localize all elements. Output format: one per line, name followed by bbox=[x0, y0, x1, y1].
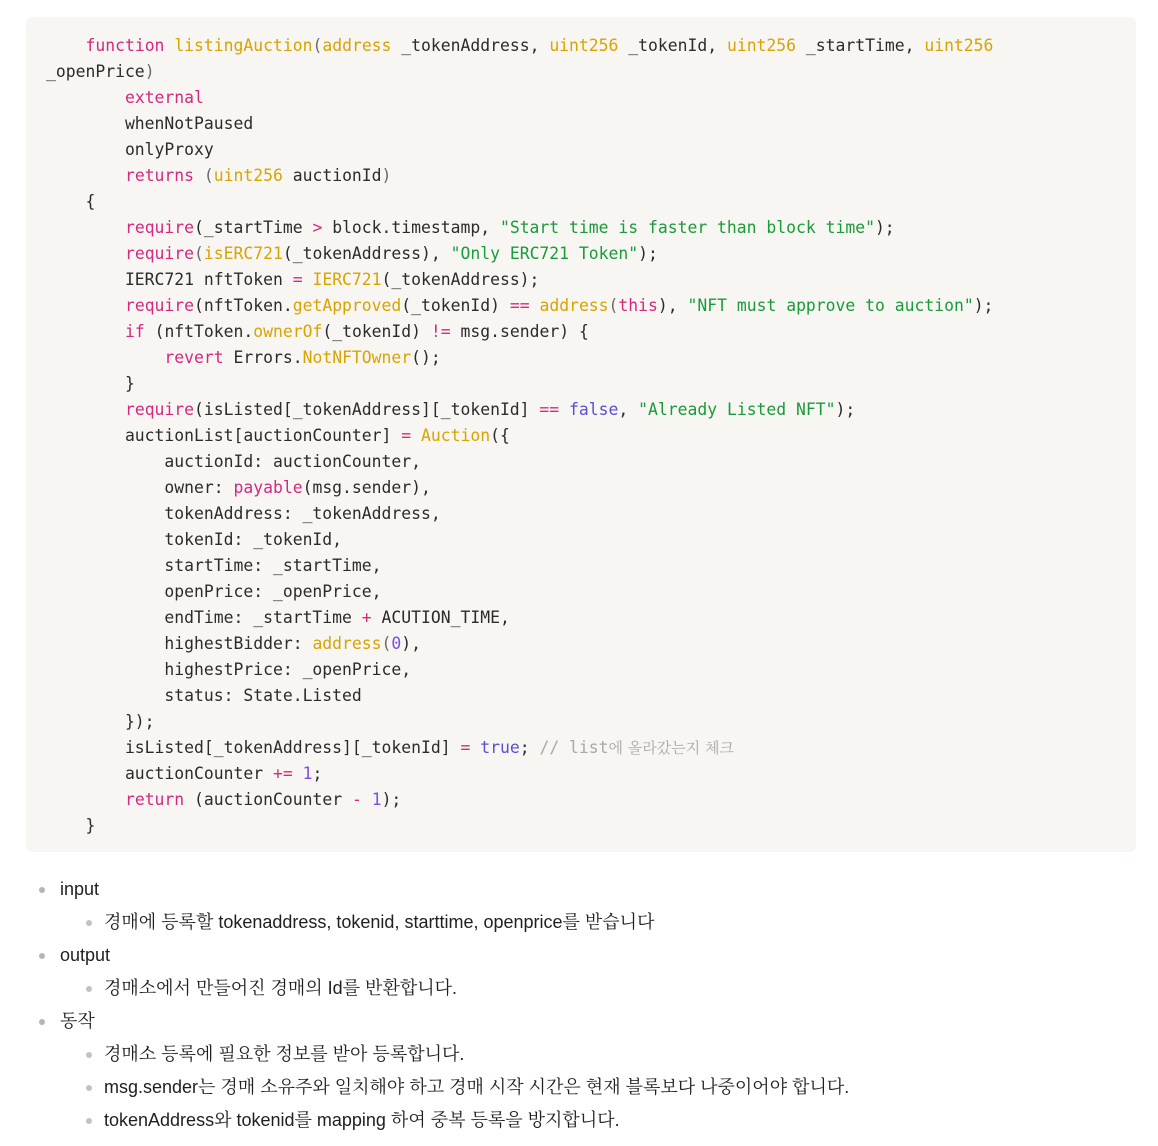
code-token: ) bbox=[144, 62, 155, 81]
code-token bbox=[46, 36, 85, 55]
code-token: == bbox=[509, 296, 530, 315]
code-token bbox=[470, 738, 480, 757]
list-item-text: 경매에 등록할 tokenaddress, tokenid, starttime, openprice를 받습니다 bbox=[104, 912, 655, 932]
bullet-icon bbox=[86, 986, 92, 992]
code-token: auctionId bbox=[282, 166, 382, 185]
list-item-action bbox=[36, 1004, 1136, 1137]
code-token: returns bbox=[124, 166, 195, 185]
list-item bbox=[60, 1038, 1136, 1071]
code-line bbox=[46, 423, 1116, 449]
code-line bbox=[46, 553, 1116, 579]
code-token: external bbox=[124, 88, 204, 107]
code-line bbox=[46, 345, 1116, 371]
code-token: highestBidder: bbox=[46, 634, 313, 653]
code-line bbox=[46, 657, 1116, 683]
list-item-text: msg.sender는 경매 소유주와 일치해야 하고 경매 시작 시간은 현재 블록보다 나중이어야 합니다. bbox=[104, 1077, 850, 1097]
code-token: ) bbox=[381, 166, 392, 185]
bullet-icon bbox=[86, 1052, 92, 1058]
code-line bbox=[46, 761, 1116, 787]
code-token bbox=[303, 270, 313, 289]
code-token: endTime: _startTime bbox=[46, 608, 362, 627]
code-line bbox=[46, 215, 1116, 241]
code-token: auctionList[auctionCounter] bbox=[46, 426, 402, 445]
code-line bbox=[46, 683, 1116, 709]
code-token: true bbox=[480, 738, 520, 757]
code-token: if bbox=[124, 322, 145, 341]
list-item bbox=[60, 906, 1136, 938]
code-token bbox=[46, 244, 125, 263]
code-line bbox=[46, 319, 1116, 345]
list-item bbox=[60, 1071, 1136, 1104]
code-token bbox=[46, 322, 125, 341]
code-token: (nftToken. bbox=[144, 322, 254, 341]
code-token: (_tokenId) bbox=[401, 296, 510, 315]
code-token: ), bbox=[401, 634, 422, 653]
code-token bbox=[46, 218, 125, 237]
list-item-text: tokenAddress와 tokenid를 mapping 하여 중복 등록을 방지합니다. bbox=[104, 1110, 620, 1130]
code-token bbox=[530, 296, 540, 315]
code-line bbox=[46, 501, 1116, 527]
code-token: uint256 bbox=[213, 166, 283, 185]
code-token: function bbox=[85, 36, 165, 55]
code-token: = bbox=[292, 270, 303, 289]
list-heading-input: input bbox=[60, 879, 100, 899]
code-token: (_tokenAddress); bbox=[381, 270, 540, 289]
code-line bbox=[46, 397, 1116, 423]
code-token: ); bbox=[638, 244, 658, 263]
code-token: // list bbox=[539, 738, 609, 757]
code-token: "NFT must approve to auction" bbox=[687, 296, 974, 315]
code-line bbox=[46, 371, 1116, 397]
code-token: address bbox=[312, 634, 382, 653]
code-token: openPrice: _openPrice, bbox=[46, 582, 382, 601]
code-token: (_tokenId) bbox=[322, 322, 431, 341]
code-token: require bbox=[124, 218, 195, 237]
code-token bbox=[46, 790, 125, 809]
bullet-icon bbox=[39, 953, 45, 959]
code-line bbox=[46, 709, 1116, 735]
code-token: + bbox=[361, 608, 372, 627]
code-token: - bbox=[351, 790, 362, 809]
code-token bbox=[362, 790, 372, 809]
code-token: Errors. bbox=[223, 348, 303, 367]
code-token: 0 bbox=[391, 634, 402, 653]
code-token: onlyProxy bbox=[46, 140, 214, 159]
code-token: "Already Listed NFT" bbox=[638, 400, 836, 419]
code-token: = bbox=[401, 426, 412, 445]
code-line bbox=[46, 527, 1116, 553]
code-token: tokenId: _tokenId, bbox=[46, 530, 343, 549]
code-token: 1 bbox=[302, 764, 313, 783]
code-token: (isListed[_tokenAddress][_tokenId] bbox=[194, 400, 540, 419]
bullet-icon bbox=[86, 1118, 92, 1124]
code-token: "Start time is faster than block time" bbox=[499, 218, 875, 237]
code-token: require bbox=[124, 244, 195, 263]
code-line bbox=[46, 605, 1116, 631]
code-token: == bbox=[539, 400, 560, 419]
code-token: status: State.Listed bbox=[46, 686, 362, 705]
code-token: { bbox=[46, 192, 96, 211]
code-token: 에 올라갔는지 체크 bbox=[608, 739, 734, 757]
bullet-icon bbox=[39, 1019, 45, 1025]
code-token: highestPrice: _openPrice, bbox=[46, 660, 412, 679]
code-line bbox=[46, 579, 1116, 605]
code-token: } bbox=[46, 816, 96, 835]
code-token: (_tokenAddress), bbox=[282, 244, 451, 263]
code-token: msg.sender) { bbox=[450, 322, 589, 341]
code-token: (auctionCounter bbox=[184, 790, 352, 809]
code-listing bbox=[46, 33, 1116, 839]
code-token: 1 bbox=[371, 790, 382, 809]
code-token: whenNotPaused bbox=[46, 114, 254, 133]
code-token: ); bbox=[835, 400, 856, 419]
code-token: ( bbox=[194, 166, 214, 185]
list-item-text: 경매소에서 만들어진 경매의 Id를 반환합니다. bbox=[104, 978, 457, 998]
code-token: isListed[_tokenAddress][_tokenId] bbox=[46, 738, 461, 757]
list-heading-output: output bbox=[60, 945, 111, 965]
code-token: false bbox=[569, 400, 619, 419]
code-token: ({ bbox=[490, 426, 510, 445]
code-token: (_startTime bbox=[194, 218, 313, 237]
code-token: _openPrice bbox=[46, 62, 145, 81]
code-token: listingAuction bbox=[174, 36, 313, 55]
code-line bbox=[46, 813, 1116, 839]
code-token: IERC721 bbox=[312, 270, 382, 289]
code-token: _tokenAddress, bbox=[391, 36, 550, 55]
code-line bbox=[46, 137, 1116, 163]
code-line bbox=[46, 293, 1116, 319]
code-token bbox=[46, 348, 164, 367]
code-line bbox=[46, 787, 1116, 813]
code-token: address bbox=[322, 36, 392, 55]
code-token: (); bbox=[411, 348, 441, 367]
code-token: owner: bbox=[46, 478, 234, 497]
code-token: revert bbox=[164, 348, 224, 367]
list-item-text: 경매소 등록에 필요한 정보를 받아 등록합니다. bbox=[104, 1044, 465, 1064]
bullet-icon bbox=[86, 920, 92, 926]
code-token: uint256 bbox=[549, 36, 619, 55]
code-token: this bbox=[618, 296, 658, 315]
description-list bbox=[36, 872, 1136, 1137]
code-block bbox=[26, 17, 1136, 852]
code-token: require bbox=[124, 296, 195, 315]
code-token: return bbox=[124, 790, 185, 809]
code-token: (msg.sender), bbox=[302, 478, 431, 497]
code-line bbox=[46, 475, 1116, 501]
code-token: auctionId: auctionCounter, bbox=[46, 452, 421, 471]
code-token: Auction bbox=[421, 426, 491, 445]
code-token: ( bbox=[608, 296, 619, 315]
code-token: } bbox=[46, 374, 135, 393]
code-token: = bbox=[460, 738, 471, 757]
code-token bbox=[164, 36, 174, 55]
code-token: ; bbox=[312, 764, 323, 783]
code-token: }); bbox=[46, 712, 155, 731]
code-token: ); bbox=[973, 296, 994, 315]
code-token: ( bbox=[312, 36, 323, 55]
code-token bbox=[559, 400, 569, 419]
code-token: ( bbox=[381, 634, 392, 653]
code-token: IERC721 nftToken bbox=[46, 270, 293, 289]
code-token: ACUTION_TIME, bbox=[371, 608, 510, 627]
code-token: payable bbox=[233, 478, 303, 497]
code-token: "Only ERC721 Token" bbox=[450, 244, 639, 263]
code-token: , bbox=[618, 400, 639, 419]
code-token: ), bbox=[657, 296, 688, 315]
code-token: isERC721 bbox=[203, 244, 283, 263]
code-token: ); bbox=[874, 218, 895, 237]
code-token: ); bbox=[381, 790, 402, 809]
code-token: _startTime, bbox=[796, 36, 925, 55]
code-token: uint256 bbox=[924, 36, 994, 55]
code-token: += bbox=[272, 764, 293, 783]
code-token: (nftToken. bbox=[194, 296, 293, 315]
code-line bbox=[46, 449, 1116, 475]
code-line bbox=[46, 111, 1116, 137]
code-token bbox=[293, 764, 303, 783]
code-token bbox=[46, 400, 125, 419]
code-token bbox=[46, 88, 125, 107]
code-token: uint256 bbox=[726, 36, 797, 55]
code-line bbox=[46, 59, 1116, 85]
code-token: _tokenId, bbox=[618, 36, 727, 55]
code-token: startTime: _startTime, bbox=[46, 556, 382, 575]
code-line bbox=[46, 241, 1116, 267]
code-token bbox=[46, 166, 125, 185]
sublist-output bbox=[60, 972, 1136, 1004]
list-item bbox=[60, 972, 1136, 1004]
code-token: ownerOf bbox=[253, 322, 323, 341]
code-token: > bbox=[312, 218, 323, 237]
code-line bbox=[46, 735, 1116, 761]
sublist-action bbox=[60, 1038, 1136, 1137]
code-line bbox=[46, 631, 1116, 657]
code-token: auctionCounter bbox=[46, 764, 273, 783]
list-item bbox=[60, 1104, 1136, 1137]
code-token: address bbox=[539, 296, 609, 315]
code-token: tokenAddress: _tokenAddress, bbox=[46, 504, 441, 523]
list-item-input bbox=[36, 872, 1136, 938]
code-token bbox=[46, 296, 125, 315]
code-token: getApproved bbox=[292, 296, 402, 315]
sublist-input bbox=[60, 906, 1136, 938]
bullet-icon bbox=[39, 887, 45, 893]
code-token: ; bbox=[519, 738, 540, 757]
code-token: block.timestamp, bbox=[322, 218, 500, 237]
code-line bbox=[46, 85, 1116, 111]
list-heading-action: 동작 bbox=[60, 1011, 95, 1031]
code-token: require bbox=[124, 400, 195, 419]
code-token: ( bbox=[194, 244, 204, 263]
code-token: NotNFTOwner bbox=[302, 348, 412, 367]
code-line bbox=[46, 163, 1116, 189]
bullet-icon bbox=[86, 1085, 92, 1091]
code-token: != bbox=[430, 322, 451, 341]
code-line bbox=[46, 189, 1116, 215]
code-line bbox=[46, 267, 1116, 293]
code-line bbox=[46, 33, 1116, 59]
code-token bbox=[411, 426, 421, 445]
list-item-output bbox=[36, 938, 1136, 1004]
